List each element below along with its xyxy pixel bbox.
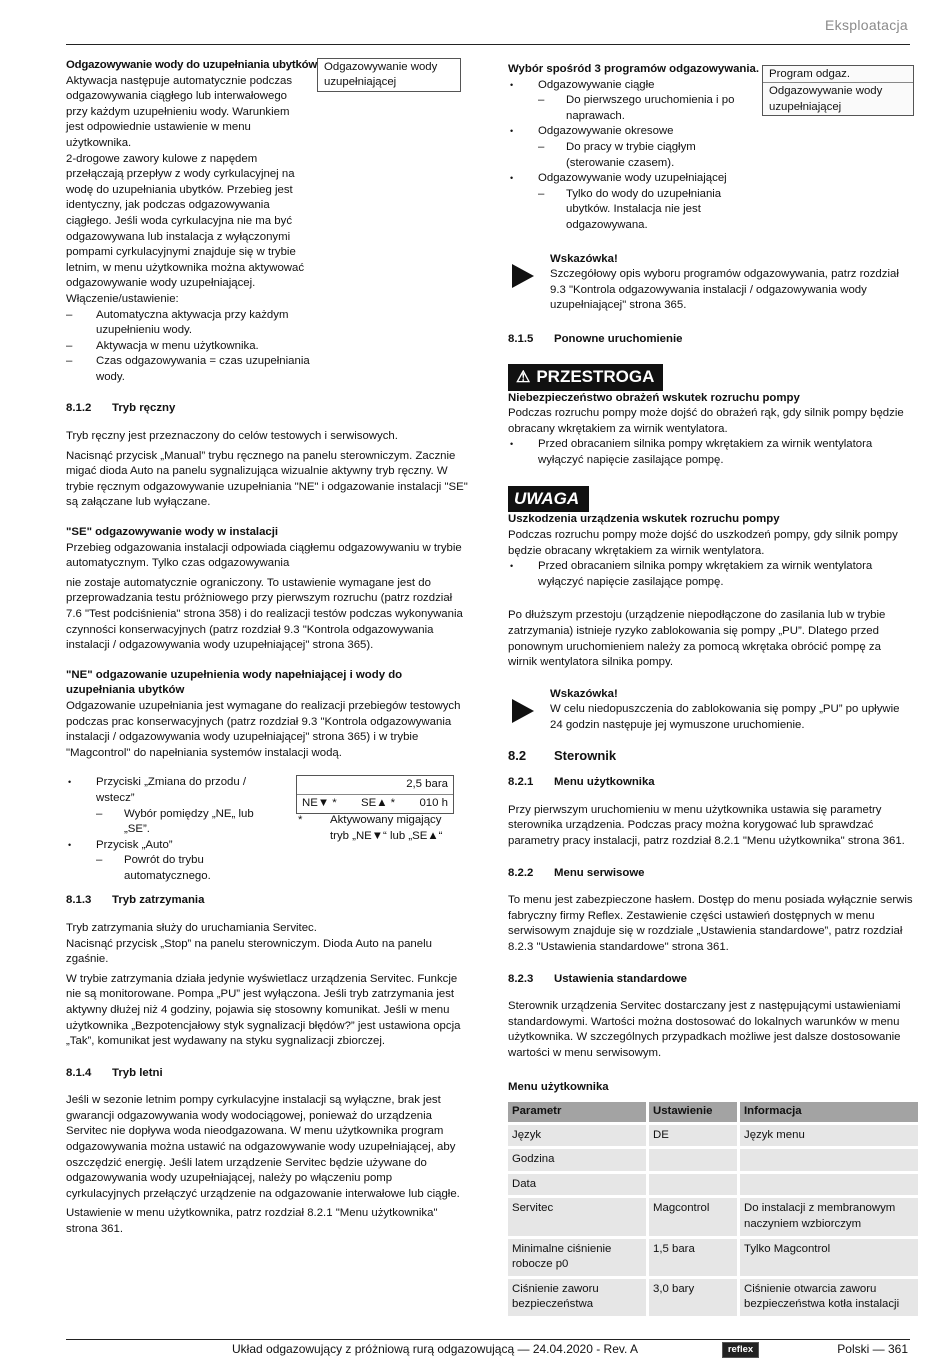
display-program-value: Odgazowywanie wody uzupełniającej: [769, 85, 883, 113]
table-cell: Tylko Magcontrol: [740, 1239, 918, 1276]
section-heading-8-2-1: 8.2.1 Menu użytkownika: [508, 776, 655, 789]
section-heading-8-1-3: 8.1.3 Tryb zatrzymania: [66, 894, 205, 907]
list-subitem: – Do pracy w trybie ciągłym (sterowanie czasem).: [508, 140, 748, 171]
hint-title: Wskazówka!: [550, 252, 618, 265]
subsection-title-se: "SE" odgazowywanie wody w instalacji: [66, 526, 279, 539]
caution-bullet: • Przed obracaniem silnika pompy wkrętakiem za wirnik wentylatora wyłączyć napięcie zasilające pompę.: [508, 437, 913, 468]
hint-box-2: [508, 687, 913, 734]
table-cell: Magcontrol: [649, 1198, 737, 1235]
paragraph: nie zostaje automatycznie ograniczony. To ustawienie wymagane jest do przeprowadzania testu próżniowego przy pierwszym rozruchu (patrz rozdział 7.6 "Test podciśnienia" strona 358) i do realizacji testów podczas wykonywania czynności konserwacyjnych (patrz rozdział 9.3 "Kontrola odgazowywania instalacji / odgazowywania wody uzupełniającej" strona 365).: [66, 576, 463, 652]
footnote-mark: *: [298, 814, 303, 827]
paragraph: Przy pierwszym uruchomieniu w menu użytkownika ustawia się parametry sterownika urządzenia. Podczas pracy można korygować lub sprawdzać parametry pracy instalacji, patrz rozdział 8.2.1 "Menu użytkownika" strona 361.: [508, 803, 905, 847]
table-cell: [740, 1149, 918, 1171]
table-cell: 1,5 bara: [649, 1239, 737, 1276]
table-cell: 3,0 bary: [649, 1279, 737, 1316]
arrow-right-icon: [512, 264, 534, 288]
paragraph: Sterownik urządzenia Servitec dostarczany jest z następującymi ustawieniami standardowymi. Wartości można dostosować do lokalnych warunków w menu użytkownika. W szczególnych przypadkach możliwe jest dalsze dostosowanie wartości w menu serwisowym.: [508, 1000, 901, 1059]
text-line: Aktywacja następuje automatycznie podczas: [66, 74, 293, 87]
table-row: [508, 1125, 918, 1147]
display-ne: NE▼ *: [302, 796, 337, 809]
section-heading-8-2: 8.2 Sterownik: [508, 747, 617, 763]
table-cell: Do instalacji z membranowym naczyniem wzbiorczym: [740, 1198, 918, 1235]
list-item: – Automatyczna aktywacja przy każdym uzupełnieniu wody.: [66, 308, 311, 339]
display-program-title: Program odgaz.: [769, 68, 851, 80]
notice-text: Podczas rozruchu pompy może dojść do uszkodzeń pompy, gdy silnik pompy będzie obracany wkrętakiem za wirnik wentylatora.: [508, 529, 898, 557]
list-subitem: – Tylko do wody do uzupełniania ubytków. Instalacja nie jest odgazowywana.: [508, 187, 748, 234]
table-row: [508, 1149, 918, 1171]
controller-display: [296, 775, 454, 813]
hint-text: W celu niedopuszczenia do zablokowania się pompy „PU” po upływie 24 godzin następuje jej wymuszone uruchomienie.: [550, 703, 900, 731]
footnote-text: Aktywowany migający tryb „NE▼“ lub „SE▲“: [330, 814, 443, 842]
caution-label: ⚠ PRZESTROGA: [508, 364, 663, 391]
ne-controls-block: [66, 775, 468, 882]
table-cell: Język: [508, 1125, 646, 1147]
hint-text: Szczegółowy opis wyboru programów odgazowywania, patrz rozdział 9.3 "Kontrola odgazowywania instalacji / odgazowywania wody uzupełniającej" strona 365.: [550, 268, 899, 312]
list-item: • Odgazowywanie ciągłe: [508, 78, 748, 94]
text-line: użytkownika.: [66, 136, 132, 149]
paragraph: Ustawienie w menu użytkownika, patrz rozdział 8.2.1 "Menu użytkownika" strona 361.: [66, 1207, 438, 1236]
notice-title: Uszkodzenia urządzenia wskutek rozruchu pompy: [508, 513, 780, 526]
table-cell: [740, 1174, 918, 1196]
section-heading-8-1-2: 8.1.2 Tryb ręczny: [66, 402, 176, 415]
text-line: przy każdym uzupełnieniu wody. Warunkiem: [66, 105, 290, 118]
hint-box-1: [508, 252, 913, 314]
table-header-row: [508, 1102, 918, 1122]
table-row: [508, 1174, 918, 1196]
caution-text: Podczas rozruchu pompy może dojść do obrażeń rąk, gdy silnik pompy będzie obracany wkrętakiem za wirnik wentylatora.: [508, 407, 904, 435]
paragraph: 2-drogowe zawory kulowe z napędem przełączają przepływ z wody cyrkulacyjnej na wodę do uzupełniania ubytków. Przebieg jest identyczny, jak podczas odgazowywania ciągłego. Jeśli woda cyrkulacyjna nie ma być odgazowywana lub instalacja z wyłączonymi pompami cyrkulacyjnymi znajduje się w trybie letnim, w menu użytkownika można aktywować odgazowywanie wody uzupełniającej.: [66, 152, 305, 290]
list-item: – Aktywacja w menu użytkownika.: [66, 339, 311, 355]
list-subitem: – Powrót do trybu automatycznego.: [66, 853, 281, 884]
paragraph: W trybie zatrzymania działa jedynie wyświetlacz urządzenia Servitec. Funkcje nie są monitorowane. Pompa „PU” jest wyłączona. Jeśli tryb zatrzymania jest aktywny dłużej niż 4 godziny, pojawia się stosowny komunikat. Jeśli w menu użytkownika „Bezpotencjałowy styk sygnalizacji błędów?” jest ustawiona opcja „Tak”, komunikat jest wydawany na styku sygnalizacji zbiorczej.: [66, 972, 461, 1048]
list-item: • Przycisk „Auto”: [66, 838, 281, 854]
section-heading-8-2-2: 8.2.2 Menu serwisowe: [508, 866, 645, 879]
display-pressure: 2,5 bara: [297, 776, 453, 795]
table-cell: [649, 1149, 737, 1171]
footer-divider: [66, 1339, 910, 1340]
list-item: • Przyciski „Zmiana do przodu / wstecz”: [66, 775, 281, 806]
left-column: [66, 58, 468, 1238]
arrow-right-icon: [512, 699, 534, 723]
section-heading-8-1-4: 8.1.4 Tryb letni: [66, 1066, 163, 1079]
section-title: Wybór spośród 3 programów odgazowywania.: [508, 63, 760, 75]
display-footnote: [298, 813, 458, 844]
subsection-title-ne: "NE" odgazowanie uzupełnienia wody napełniającej i wody do uzupełniania ubytków: [66, 668, 403, 697]
section-makeup-degassing: [66, 58, 468, 385]
footer-document: Układ odgazowujący z próżniową rurą odgazowującą — 24.04.2020 - Rev. A: [232, 1342, 639, 1356]
paragraph: Po dłuższym przestoju (urządzenie niepodłączone do zasilania lub w trybie zatrzymania) istnieje ryzyko zablokowania się pompy „PU”. Dlatego przed ponownym uruchomieniem należy za pomocą wkrętaka obrócić pompę za wirnik wentylatora silnika pompy.: [508, 609, 886, 669]
display-box-program: [762, 65, 914, 116]
right-column: [508, 62, 913, 1319]
table-cell: Minimalne ciśnienie robocze p0: [508, 1239, 646, 1276]
caution-title: Niebezpieczeństwo obrażeń wskutek rozruchu pompy: [508, 391, 800, 404]
notice-bullet: • Przed obracaniem silnika pompy wkrętakiem za wirnik wentylatora wyłączyć napięcie zasilające pompę.: [508, 559, 913, 590]
list-subitem: – Do pierwszego uruchomienia i po naprawach.: [508, 93, 748, 124]
paragraph: Nacisnąć przycisk „Stop” na panelu sterowniczym. Dioda Auto na panelu zgaśnie.: [66, 937, 432, 966]
list-item: • Odgazowywanie okresowe: [508, 124, 748, 140]
display-box-makeup: Odgazowywanie wody uzupełniającej: [317, 58, 461, 92]
display-se: SE▲ *: [361, 796, 396, 809]
paragraph: Odgazowanie uzupełniania jest wymagane do realizacji przebiegów testowych podczas prac konserwacyjnych (patrz rozdział 9.3 "Kontrola odgazowywania instalacji / odgazowywania wody uzupełniającej" strona 365) i w trybie "Magcontrol" do napełniania systemów instalacji wodą.: [66, 699, 461, 759]
footer-page-number: Polski — 361: [837, 1342, 908, 1356]
table-cell: Servitec: [508, 1198, 646, 1235]
table-header: Ustawienie: [649, 1102, 737, 1122]
program-selection: [508, 62, 913, 234]
display-time: 010 h: [419, 796, 448, 809]
table-cell: DE: [649, 1125, 737, 1147]
list-item: – Czas odgazowywania = czas uzupełniania wody.: [66, 354, 311, 385]
section-heading-8-2-3: 8.2.3 Ustawienia standardowe: [508, 972, 687, 985]
hint-title: Wskazówka!: [550, 687, 618, 700]
section-title: Odgazowywanie wody do uzupełniania ubytków: [66, 59, 318, 71]
table-row: [508, 1198, 918, 1235]
table-caption: Menu użytkownika: [508, 1080, 609, 1093]
paragraph: Przebieg odgazowania instalacji odpowiada ciągłemu odgazowywaniu w trybie automatycznym. Tylko czas odgazowywania: [66, 541, 462, 570]
settings-table: [505, 1099, 921, 1319]
reflex-logo: reflex: [722, 1342, 759, 1358]
table-cell: Data: [508, 1174, 646, 1196]
paragraph: Włączenie/ustawienie:: [66, 292, 179, 305]
table-cell: Ciśnienie zaworu bezpieczeństwa: [508, 1279, 646, 1316]
header-divider: [66, 44, 910, 45]
text-line: odgazowywania ciągłego lub interwałowego: [66, 90, 287, 103]
table-row: [508, 1279, 918, 1316]
notice-label: UWAGA: [508, 486, 589, 512]
paragraph: Tryb zatrzymania służy do uruchamiania Servitec.: [66, 921, 317, 934]
table-cell: [649, 1174, 737, 1196]
section-heading-8-1-5: 8.1.5 Ponowne uruchomienie: [508, 332, 683, 345]
table-row: [508, 1239, 918, 1276]
paragraph: To menu jest zabezpieczone hasłem. Dostęp do menu posiada wyłącznie serwis fabryczny firmy Reflex. Zestawienie części ustawień dostępnych w menu serwisowym znajduje się w rozdziale „Ustawienia standardowe”, patrz rozdział 8.2.3 "Ustawienia standardowe" strona 361.: [508, 894, 913, 953]
text-line: jest odpowiednie ustawienie w menu: [66, 121, 251, 134]
table-cell: Język menu: [740, 1125, 918, 1147]
warning-icon: ⚠: [516, 368, 531, 386]
table-header: Parametr: [508, 1102, 646, 1122]
list-item: • Odgazowywanie wody uzupełniającej: [508, 171, 748, 187]
paragraph: Tryb ręczny jest przeznaczony do celów testowych i serwisowych.: [66, 430, 398, 443]
paragraph: Jeśli w sezonie letnim pompy cyrkulacyjne instalacji są wyłączne, brak jest gwarancji odgazowywania wody wodociągowej, ponieważ do urządzenia Servitec nie dopływa woda nieodgazowana. W menu użytkownika program odgazowywania można ustawić na odgazowywanie wody uzupełniającej, aby oszczędzić energię. Jeśli latem urządzenie Servitec będzie używane do odgazowywania wody uzupełniającej, należy po włączeniu pomp cyrkulacyjnych przełączyć urządzenie na odgazowanie interwałowe lub ciągłe.: [66, 1094, 460, 1200]
table-header: Informacja: [740, 1102, 918, 1122]
table-cell: Godzina: [508, 1149, 646, 1171]
table-cell: Ciśnienie otwarcia zaworu bezpieczeństwa kotła instalacji: [740, 1279, 918, 1316]
page-header-title: Eksploatacja: [825, 17, 908, 33]
paragraph: Nacisnąć przycisk „Manual” trybu ręcznego na panelu sterowniczym. Zacznie migać dioda Auto na panelu sygnalizująca wizualnie aktywny tryb ręczny. W trybie ręcznym odgazowywanie uzupełniania "NE" i odgazowanie instalacji "SE" są załączane lub wyłączane.: [66, 449, 468, 509]
list-subitem: – Wybór pomiędzy „NE„ lub „SE”.: [66, 807, 281, 838]
